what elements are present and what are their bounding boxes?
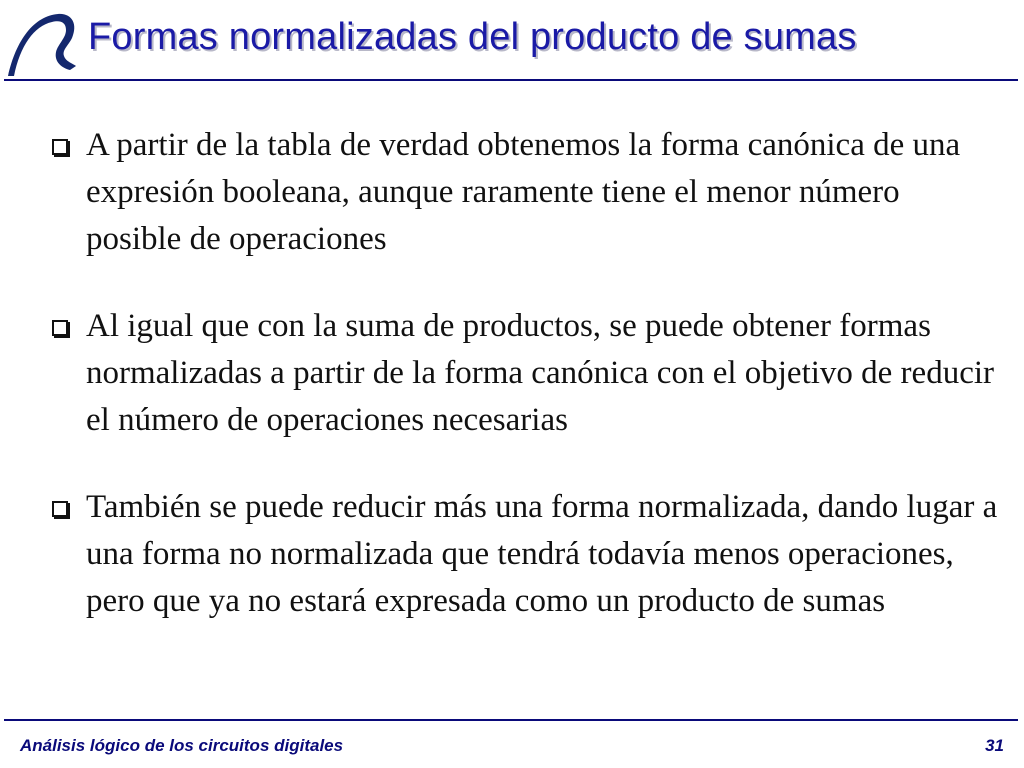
list-item [40, 303, 1000, 444]
footer-course-title: Análisis lógico de los circuitos digitales [20, 736, 344, 755]
page-number: 31 [985, 736, 1004, 755]
footer-divider [4, 719, 1018, 721]
page-title: Formas normalizadas del producto de sumas [88, 16, 857, 58]
square-bullet-icon [52, 501, 68, 517]
list-item [40, 484, 1000, 625]
list-item [40, 122, 1000, 263]
bullet-text: Al igual que con la suma de productos, se puede obtener formas normalizadas a partir de la forma canónica con el objetivo de reducir el número de operaciones necesarias [86, 308, 994, 438]
swoosh-logo-icon [6, 10, 78, 78]
square-bullet-icon [52, 139, 68, 155]
header-divider [4, 79, 1018, 81]
bullet-list [40, 122, 1000, 665]
bullet-text: También se puede reducir más una forma normalizada, dando lugar a una forma no normalizada que tendrá todavía menos operaciones, pero que ya no estará expresada como un producto de sumas [86, 489, 998, 619]
square-bullet-icon [52, 320, 68, 336]
bullet-text: A partir de la tabla de verdad obtenemos la forma canónica de una expresión booleana, aunque raramente tiene el menor número posible de operaciones [86, 127, 961, 257]
